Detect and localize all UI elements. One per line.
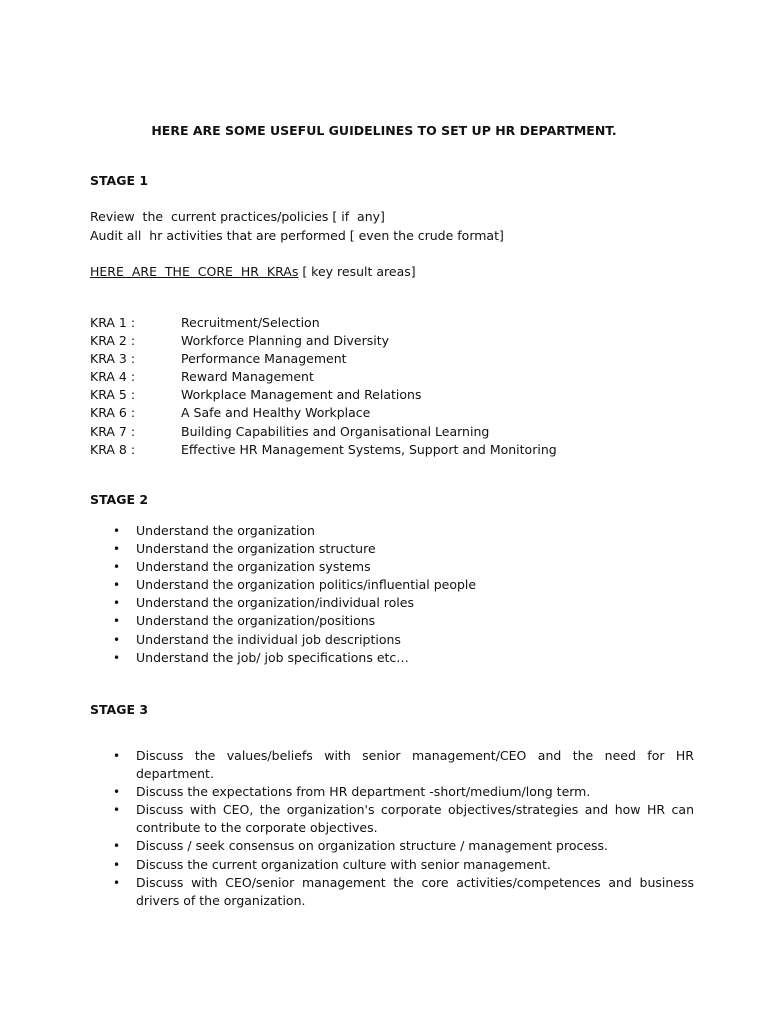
kra-number: KRA 7 : [90,423,136,439]
kra-name: Performance Management [181,351,347,367]
list-item-text: Understand the individual job descriptions [136,631,401,647]
bullet-icon: • [113,839,121,854]
list-item-text: Understand the organization [136,523,315,538]
kra-name: Workplace Management and Relations [181,387,422,403]
list-item [90,558,694,576]
kra-number: KRA 4 : [90,369,136,385]
list-item [90,837,694,855]
bullet-icon: • [113,857,121,872]
stage2-list [90,522,694,667]
list-item-text: Understand the organization politics/influential people [136,577,477,593]
bullet-icon: • [113,650,121,665]
list-item-text: Understand the organization/positions [136,613,376,629]
list-item [90,747,694,783]
stage3-list [90,747,694,910]
bullet-icon: • [113,632,121,647]
kra-name: Recruitment/Selection [181,315,320,330]
kra-name: A Safe and Healthy Workplace [181,405,371,421]
bullet-icon: • [113,875,121,890]
list-item-text: Understand the organization structure [136,541,376,557]
kra-intro [90,264,416,279]
list-item [90,594,694,612]
stage1-line-audit: Audit all hr activities that are performed [ even the crude format] [90,228,504,243]
list-item-text: Discuss / seek consensus on organization structure / management process. [136,838,609,854]
kra-number: KRA 5 : [90,387,136,403]
list-item [90,801,694,837]
bullet-icon: • [113,524,121,538]
stage1-heading: STAGE 1 [90,173,149,188]
kra-name: Effective HR Management Systems, Support and Monitoring [181,441,557,457]
kra-list [90,314,690,459]
list-item-text: Discuss the values/beliefs with senior management/CEO and the need for HR department. [136,748,694,782]
kra-number: KRA 8 : [90,441,136,457]
kra-number: KRA 2 : [90,333,136,349]
kra-number: KRA 1 : [90,315,136,330]
kra-number: KRA 3 : [90,351,136,367]
list-item [90,612,694,630]
bullet-icon: • [113,749,121,763]
stage2-heading: STAGE 2 [90,492,149,507]
list-item-text: Understand the job/ job specifications etc… [136,649,409,665]
document-title: HERE ARE SOME USEFUL GUIDELINES TO SET UP HR DEPARTMENT. [151,123,617,138]
list-item-text: Discuss with CEO/senior management the core activities/competences and business drivers of the organization. [136,874,694,908]
list-item-text: Discuss with CEO, the organization's corporate objectives/strategies and how HR can contribute to the corporate objectives. [136,802,694,836]
bullet-icon: • [113,560,121,575]
kra-intro-underlined: HERE ARE THE CORE HR KRAs [90,264,299,279]
kra-row [90,386,690,404]
kra-row [90,314,690,332]
list-item-text: Understand the organization systems [136,559,371,575]
list-item [90,576,694,594]
kra-row [90,423,690,441]
bullet-icon: • [113,614,121,629]
stage3-heading: STAGE 3 [90,702,149,717]
kra-row [90,441,690,459]
kra-intro-rest: [ key result areas] [298,264,416,279]
list-item [90,631,694,649]
list-item-text: Discuss the current organization culture with senior management. [136,856,551,872]
kra-name: Workforce Planning and Diversity [181,333,390,349]
list-item [90,522,694,540]
stage1-line-review: Review the current practices/policies [ if any] [90,209,385,224]
list-item [90,783,694,801]
kra-row [90,404,690,422]
kra-row [90,332,690,350]
bullet-icon: • [113,596,121,611]
kra-name: Building Capabilities and Organisational Learning [181,423,490,439]
list-item [90,649,694,667]
list-item [90,874,694,910]
bullet-icon: • [113,785,121,800]
bullet-icon: • [113,803,121,818]
list-item [90,856,694,874]
list-item [90,540,694,558]
list-item-text: Discuss the expectations from HR department -short/medium/long term. [136,784,591,800]
kra-row [90,350,690,368]
kra-row [90,368,690,386]
list-item-text: Understand the organization/individual roles [136,595,414,611]
bullet-icon: • [113,578,121,593]
bullet-icon: • [113,542,121,557]
kra-name: Reward Management [181,369,314,385]
kra-number: KRA 6 : [90,405,136,421]
